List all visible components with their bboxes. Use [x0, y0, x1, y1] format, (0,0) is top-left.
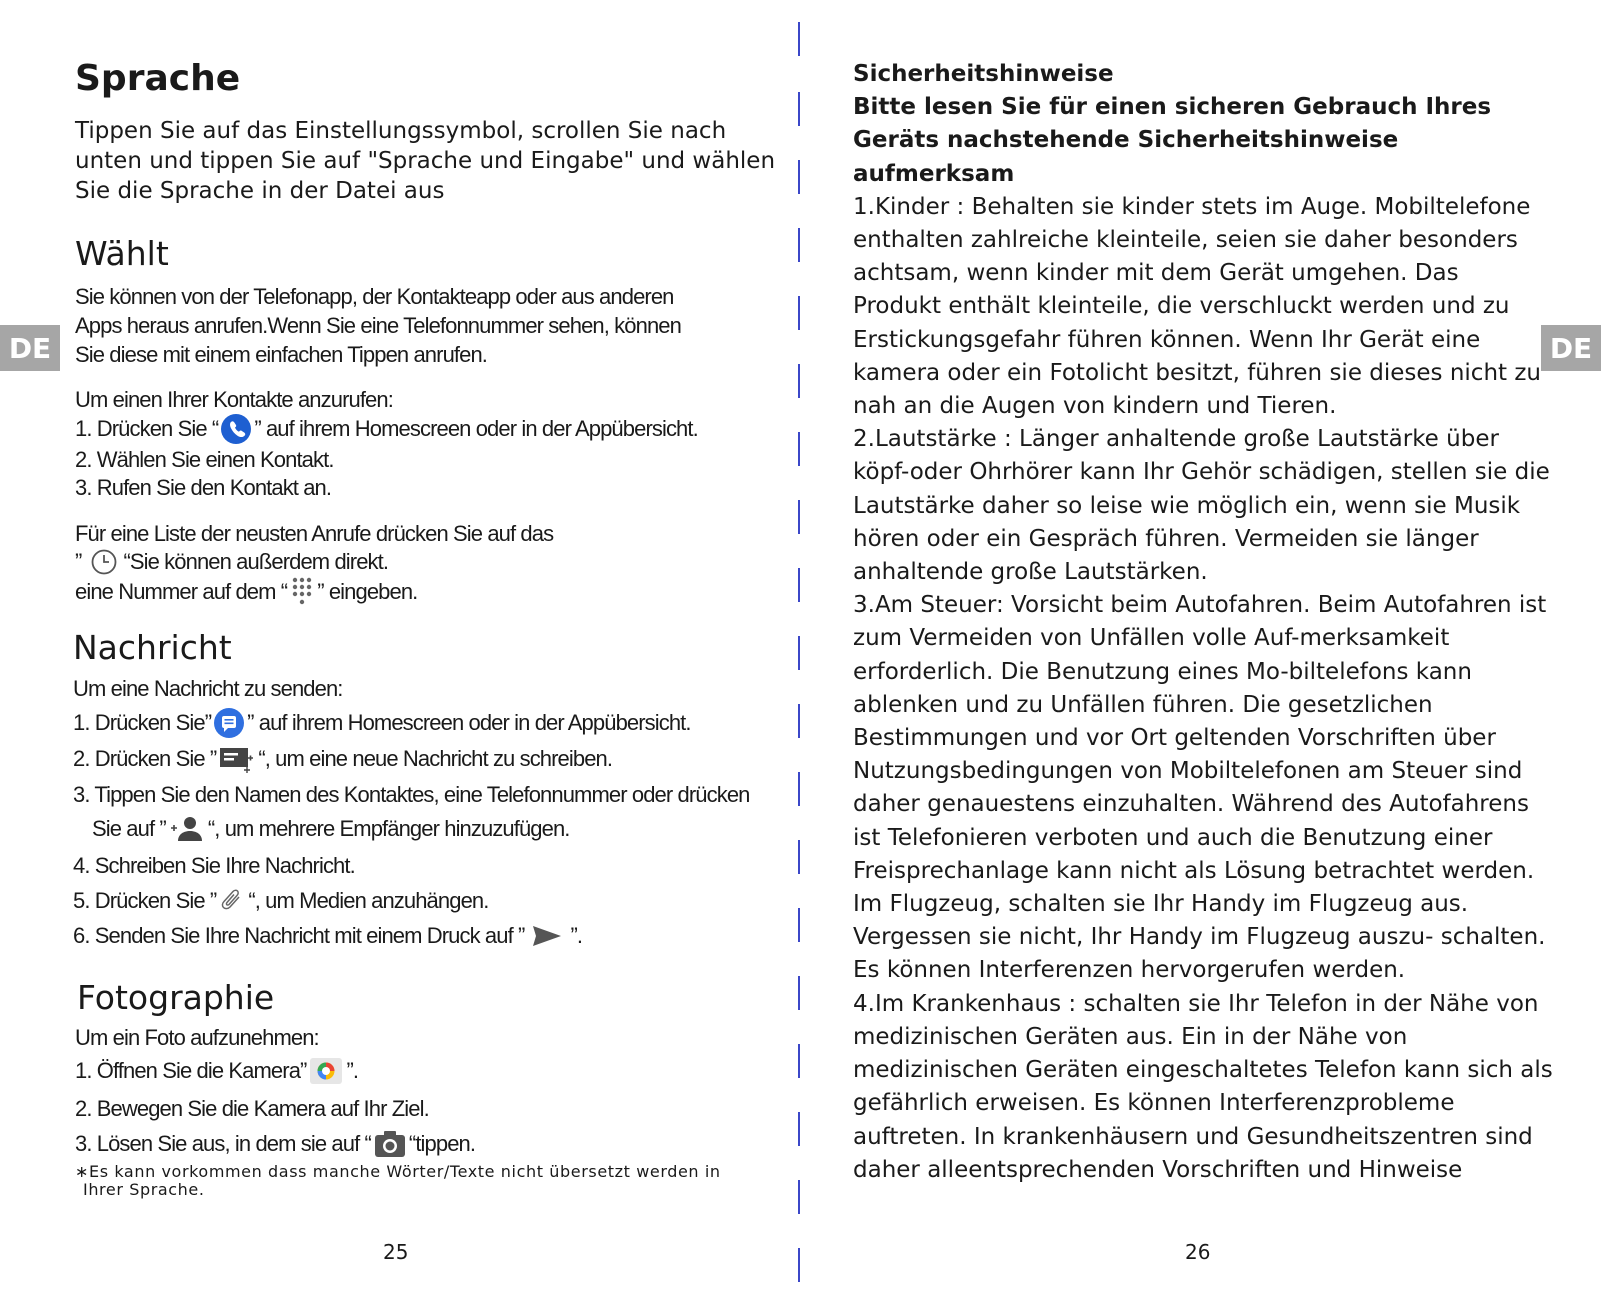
dialpad-icon [290, 576, 314, 608]
language-instructions: Tippen Sie auf das Einstellungssymbol, scrollen Sie nach unten und tippen Sie auf "Sprache und Eingabe" und wählen Sie die Sprache in der Datei aus [75, 118, 776, 204]
photo-heading: Um ein Foto aufzunehmen: [75, 1025, 319, 1050]
page-number-right: 26 [1185, 1240, 1211, 1264]
safety-item-children: 1.Kinder : Behalten sie kinder stets im Auge. Mobiltelefone enthalten zahlreiche kleinteile, seien sie daher besonders achtsam, wenn kinder mit dem Gerät umgehen. Das Produkt enthält kleinteile, die verschluckt werden und zu Erstickungsgefahr führen können. Wenn Ihr Gerät eine kamera oder ein Fotolicht besitzt, führen sie dieses nicht zu nah an die Augen von kindern und Tieren. [853, 193, 1542, 420]
page-divider-segment [798, 500, 800, 534]
step-text: “, um mehrere Empfänger hinzuzufügen. [207, 816, 570, 841]
line-text: ” eingeben. [317, 579, 418, 604]
recent-calls-line: Für eine Liste der neusten Anrufe drücken Sie auf das [75, 521, 554, 546]
page-divider-segment [798, 636, 800, 670]
page-divider-segment [798, 92, 800, 126]
step-text: 3. Lösen Sie aus, in dem sie auf “ [75, 1131, 371, 1156]
section-title-language: Sprache [75, 58, 241, 99]
page-divider-segment [798, 772, 800, 806]
page-divider-segment [798, 22, 800, 56]
page-divider-segment [798, 976, 800, 1010]
page-divider-segment [798, 432, 800, 466]
message-step-3-continued [92, 812, 570, 846]
footnote-line: Ihrer Sprache. [83, 1180, 205, 1199]
dial-intro-line: Apps heraus anrufen.Wenn Sie eine Telefonnummer sehen, können [75, 313, 681, 338]
step-text: ”. [570, 923, 583, 948]
page-number-left: 25 [383, 1240, 409, 1264]
clock-icon [91, 549, 117, 575]
new-message-icon [219, 744, 255, 774]
step-text: “, um Medien anzuhängen. [248, 888, 489, 913]
step-text: 1. Drücken Sie “ [75, 416, 219, 441]
line-text: ” [75, 549, 82, 574]
language-tab-right: DE [1541, 325, 1601, 371]
dial-step-2: 2. Wählen Sie einen Kontakt. [75, 447, 334, 472]
safety-section [853, 58, 1553, 1187]
step-text: 6. Senden Sie Ihre Nachricht mit einem Druck auf ” [73, 923, 525, 948]
messages-app-icon [214, 708, 244, 738]
page-divider-segment [798, 160, 800, 194]
dial-intro-line: Sie können von der Telefonapp, der Kontakteapp oder aus anderen [75, 284, 674, 309]
line-text: eine Nummer auf dem “ [75, 579, 288, 604]
page-divider-segment [798, 1044, 800, 1078]
dial-step-1 [75, 412, 698, 446]
page-divider-segment [798, 840, 800, 874]
message-step-1 [73, 706, 691, 740]
safety-subtitle: Bitte lesen Sie für einen sicheren Gebrauch Ihres Geräts nachstehende Sicherheitshinweise aufmerksam [853, 94, 1492, 187]
step-text: 1. Öffnen Sie die Kamera” [75, 1058, 307, 1083]
message-step-2 [73, 742, 612, 776]
line-text: “Sie können außerdem direkt. [123, 549, 389, 574]
camera-shutter-icon [374, 1130, 406, 1158]
page-divider-segment [798, 908, 800, 942]
footnote-line: ∗Es kann vorkommen dass manche Wörter/Texte nicht übersetzt werden in [75, 1162, 721, 1181]
section-title-safety: Sicherheitshinweise [853, 61, 1114, 87]
page-divider-segment [798, 364, 800, 398]
step-text: “, um eine neue Nachricht zu schreiben. [258, 746, 613, 771]
contacts-heading: Um einen Ihrer Kontakte anzurufen: [75, 387, 393, 412]
message-step-6 [73, 919, 582, 953]
message-step-3: 3. Tippen Sie den Namen des Kontaktes, eine Telefonnummer oder drücken [73, 782, 750, 807]
camera-app-icon [309, 1056, 343, 1086]
recent-calls-line [75, 547, 388, 577]
phone-icon [221, 414, 251, 444]
safety-item-driving: 3.Am Steuer: Vorsicht beim Autofahren. Beim Autofahren ist zum Vermeiden von Unfällen volle Auf-merksamkeit erforderlich. Die Benutzung eines Mo-biltelefons kann ablenken und zu Unfällen führen. Die gesetzlichen Bestimmungen und vor Ort geltenden Vorschriften über Nutzungsbedingungen von Mobiltelefonen am Steuer sind daher genauestens einzuhalten. Während des Autofahrens ist Telefonieren verboten und auch die Benutzung einer Freisprechanlage kann nicht als Lösung betrachtet werden. Im Flugzeug, schalten sie Ihr Handy im Flugzeug aus. Vergessen sie nicht, Ihr Handy im Flugzeug auszu- schalten. Es können Interferenzen hervorgerufen werden. [853, 592, 1547, 984]
photo-step-2: 2. Bewegen Sie die Kamera auf Ihr Ziel. [75, 1096, 429, 1121]
step-text: 5. Drücken Sie ” [73, 888, 217, 913]
page-divider-segment [798, 228, 800, 262]
paperclip-icon [219, 887, 245, 915]
step-text: ”. [346, 1058, 359, 1083]
message-heading: Um eine Nachricht zu senden: [73, 676, 343, 701]
step-text: Sie auf ” [92, 816, 166, 841]
step-text: ” auf ihrem Homescreen oder in der Appübersicht. [247, 710, 691, 735]
section-title-message: Nachricht [73, 628, 232, 667]
page-divider-segment [798, 296, 800, 330]
dial-intro-line: Sie diese mit einem einfachen Tippen anrufen. [75, 342, 488, 367]
photo-step-1 [75, 1054, 358, 1088]
add-recipient-icon [169, 814, 205, 844]
step-text: “tippen. [408, 1131, 476, 1156]
photo-step-3 [75, 1127, 475, 1161]
language-tab-left: DE [0, 325, 60, 371]
page-divider-segment [798, 568, 800, 602]
dial-step-3: 3. Rufen Sie den Kontakt an. [75, 475, 332, 500]
step-text: 1. Drücken Sie” [73, 710, 212, 735]
send-icon [532, 924, 562, 948]
step-text: ” auf ihrem Homescreen oder in der Appübersicht. [254, 416, 698, 441]
section-title-dial: Wählt [75, 234, 169, 273]
page-divider-segment [798, 1180, 800, 1214]
step-text: 2. Drücken Sie ” [73, 746, 217, 771]
page-divider-segment [798, 1248, 800, 1282]
recent-calls-line [75, 575, 417, 609]
page-divider-segment [798, 1112, 800, 1146]
message-step-4: 4. Schreiben Sie Ihre Nachricht. [73, 853, 355, 878]
section-title-photo: Fotographie [77, 978, 275, 1017]
safety-item-hospital: 4.Im Krankenhaus : schalten sie Ihr Telefon in der Nähe von medizinischen Geräten aus. Ein in der Nähe von medizinischen Geräten eingeschaltetes Telefon kann sich als gefährlich erweisen. Es können Interferenzprobleme auftreten. In krankenhäusern und Gesundheitszentren sind daher alleentsprechenden Vorschriften und Hinweise [853, 990, 1553, 1183]
safety-item-volume: 2.Lautstärke : Länger anhaltende große Lautstärke über köpf-oder Ohrhörer kann Ihr Gehör schädigen, stellen sie die Lautstärke daher so leise wie möglich ein, wenn sie Musik hören oder ein Gespräch führen. Vermeiden sie länger anhaltende große Lautstärken. [853, 426, 1550, 586]
page-divider-segment [798, 704, 800, 738]
message-step-5 [73, 884, 488, 918]
translation-footnote [75, 1163, 755, 1199]
